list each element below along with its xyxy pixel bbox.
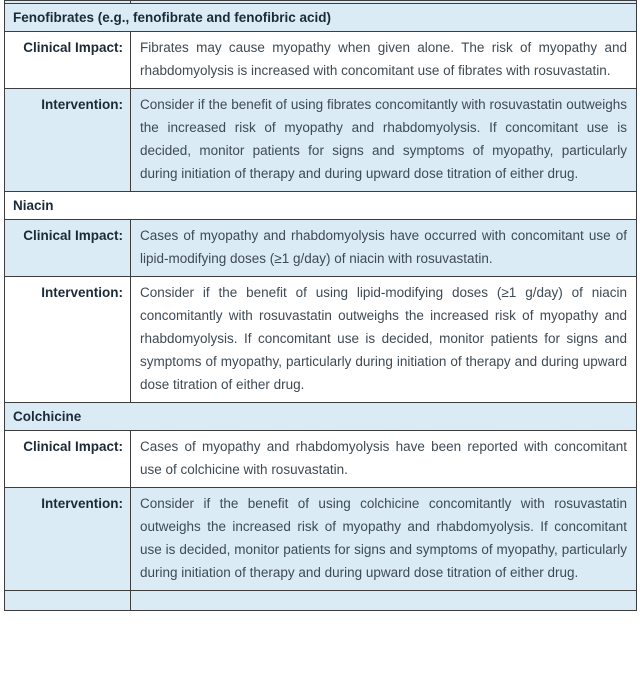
intervention-text-niacin: Consider if the benefit of using lipid-modifying doses (≥1 g/day) of niacin concomitantly with rosuvastatin outweighs the increased risk of myopathy and rhabdomyolysis. If concomitant use is decided, monitor patients for signs and symptoms of myopathy, particularly during initiation of therapy and during upward dose titration of either drug. xyxy=(131,277,637,403)
intervention-text-fenofibrates: Consider if the benefit of using fibrates concomitantly with rosuvastatin outweighs the increased risk of myopathy and rhabdomyolysis. If concomitant use is decided, monitor patients for signs and symptoms of myopathy, particularly during initiation of therapy and during upward dose titration of either drug. xyxy=(131,89,637,192)
clinical-impact-text-colchicine: Cases of myopathy and rhabdomyolysis have been reported with concomitant use of colchicine with rosuvastatin. xyxy=(131,431,637,488)
table-row-clinical-impact xyxy=(5,431,637,488)
drug-interactions-table xyxy=(4,0,637,611)
table-row-section-header xyxy=(5,4,637,32)
section-header-niacin: Niacin xyxy=(5,192,637,220)
intervention-label: Intervention: xyxy=(5,488,131,591)
table-row-clinical-impact xyxy=(5,220,637,277)
clinical-impact-label: Clinical Impact: xyxy=(5,220,131,277)
section-header-colchicine: Colchicine xyxy=(5,403,637,431)
table-row-intervention xyxy=(5,89,637,192)
table-row-partial-bottom xyxy=(5,591,637,611)
clinical-impact-text-niacin: Cases of myopathy and rhabdomyolysis have occurred with concomitant use of lipid-modifying doses (≥1 g/day) of niacin with rosuvastatin. xyxy=(131,220,637,277)
partial-bottom-label-cell xyxy=(5,591,131,611)
table-row-clinical-impact xyxy=(5,32,637,89)
intervention-label: Intervention: xyxy=(5,277,131,403)
section-header-fenofibrates: Fenofibrates (e.g., fenofibrate and fenofibric acid) xyxy=(5,4,637,32)
table-row-intervention xyxy=(5,488,637,591)
intervention-label: Intervention: xyxy=(5,89,131,192)
table-row-intervention xyxy=(5,277,637,403)
clinical-impact-label: Clinical Impact: xyxy=(5,32,131,89)
partial-bottom-content-cell xyxy=(131,591,637,611)
clinical-impact-label: Clinical Impact: xyxy=(5,431,131,488)
table-row-section-header xyxy=(5,192,637,220)
intervention-text-colchicine: Consider if the benefit of using colchicine concomitantly with rosuvastatin outweighs the increased risk of myopathy and rhabdomyolysis. If concomitant use is decided, monitor patients for signs and symptoms of myopathy, particularly during initiation of therapy and during upward dose titration of either drug. xyxy=(131,488,637,591)
table-row-section-header xyxy=(5,403,637,431)
clinical-impact-text-fenofibrates: Fibrates may cause myopathy when given alone. The risk of myopathy and rhabdomyolysis is increased with concomitant use of fibrates with rosuvastatin. xyxy=(131,32,637,89)
